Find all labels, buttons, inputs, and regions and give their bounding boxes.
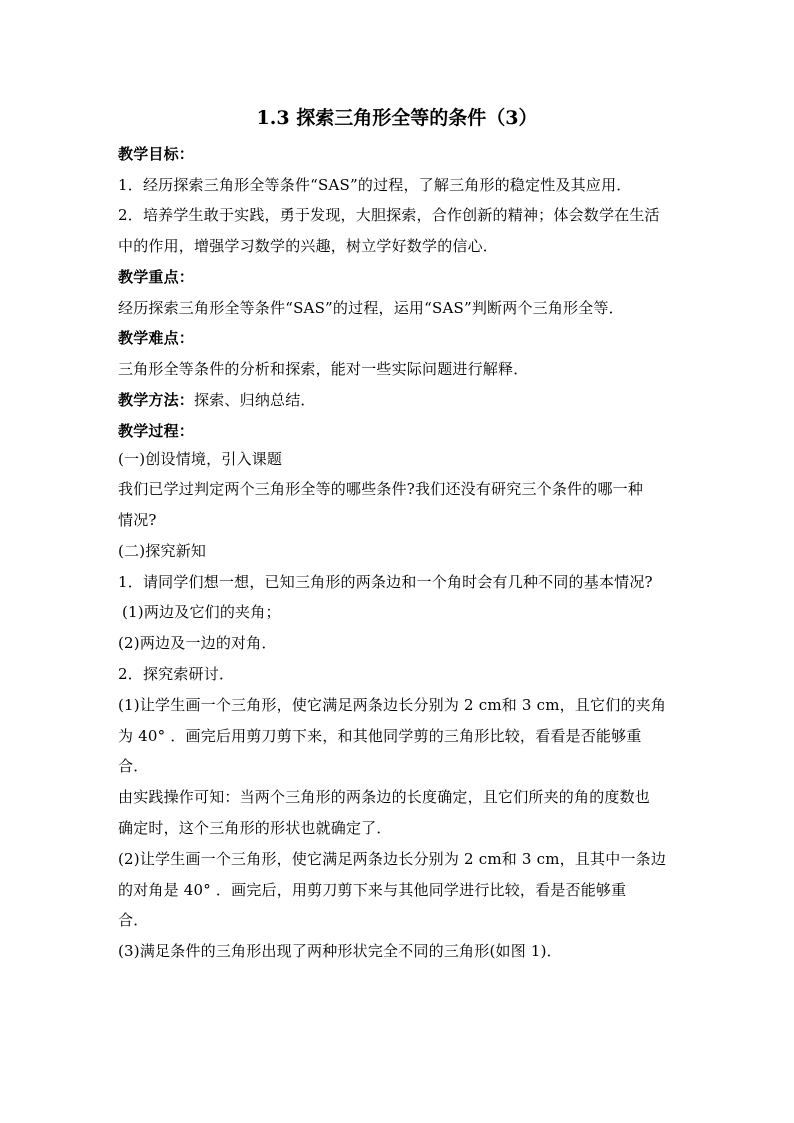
question-2: 2．探究索研讨． xyxy=(118,665,235,683)
objective-2-line-2: 中的作用，增强学习数学的兴趣，树立学好数学的信心． xyxy=(118,237,499,255)
question-1: 1．请同学们想一想，已知三角形的两条边和一个角时会有几种不同的基本情况? xyxy=(118,573,653,591)
document-title: 1.3 探索三角形全等的条件（3） xyxy=(256,107,538,129)
conclusion-line-1: 由实践操作可知：当两个三角形的两条边的长度确定，且它们所夹的角的度数也 xyxy=(118,788,651,806)
section-1-body-line-1: 我们已学过判定两个三角形全等的哪些条件?我们还没有研究三个条件的哪一种 xyxy=(118,480,644,498)
section-1-body-line-2: 情况? xyxy=(118,511,157,529)
section-2-heading: (二)探究新知 xyxy=(118,542,207,560)
key-points-heading: 教学重点： xyxy=(118,268,195,286)
objective-2-line-1: 2．培养学生敢于实践，勇于发现，大胆探索，合作创新的精神；体会数学在生活 xyxy=(118,206,660,224)
methods-text: 探索、归纳总结． xyxy=(194,391,316,409)
methods-label: 教学方法： xyxy=(118,391,195,409)
question-2-2-line-1: (2)让学生画一个三角形，使它满足两条边长分别为 2 cm和 3 cm，且其中一条边 xyxy=(118,850,667,868)
question-2-1-line-1: (1)让学生画一个三角形，使它满足两条边长分别为 2 cm和 3 cm，且它们的夹角 xyxy=(118,696,667,714)
methods-line xyxy=(118,389,698,411)
difficulties-heading: 教学难点： xyxy=(118,329,195,347)
question-1-case-1: (1)两边及它们的夹角； xyxy=(122,603,281,621)
conclusion-line-2: 确定时，这个三角形的形状也就确定了． xyxy=(118,819,392,837)
key-points-text: 经历探索三角形全等条件“SAS”的过程，运用“SAS”判断两个三角形全等． xyxy=(118,299,624,317)
question-2-2-line-2: 的对角是 40° ．画完后，用剪刀剪下来与其他同学进行比较，看是否能够重 xyxy=(118,881,627,899)
question-2-2-line-3: 合． xyxy=(118,911,149,929)
question-2-1-line-3: 合． xyxy=(118,757,149,775)
question-1-case-2: (2)两边及一边的对角． xyxy=(118,634,277,652)
objectives-heading: 教学目标： xyxy=(118,145,195,163)
process-heading: 教学过程： xyxy=(118,422,195,440)
question-2-3: (3)满足条件的三角形出现了两种形状完全不同的三角形(如图 1)． xyxy=(118,942,562,960)
difficulties-text: 三角形全等条件的分析和探索，能对一些实际问题进行解释． xyxy=(118,360,529,378)
question-2-1-line-2: 为 40° ．画完后用剪刀剪下来，和其他同学剪的三角形比较，看看是否能够重 xyxy=(118,727,642,745)
section-1-heading: (一)创设情境，引入课题 xyxy=(118,450,283,468)
objective-1: 1．经历探索三角形全等条件“SAS”的过程，了解三角形的稳定性及其应用． xyxy=(118,176,632,194)
